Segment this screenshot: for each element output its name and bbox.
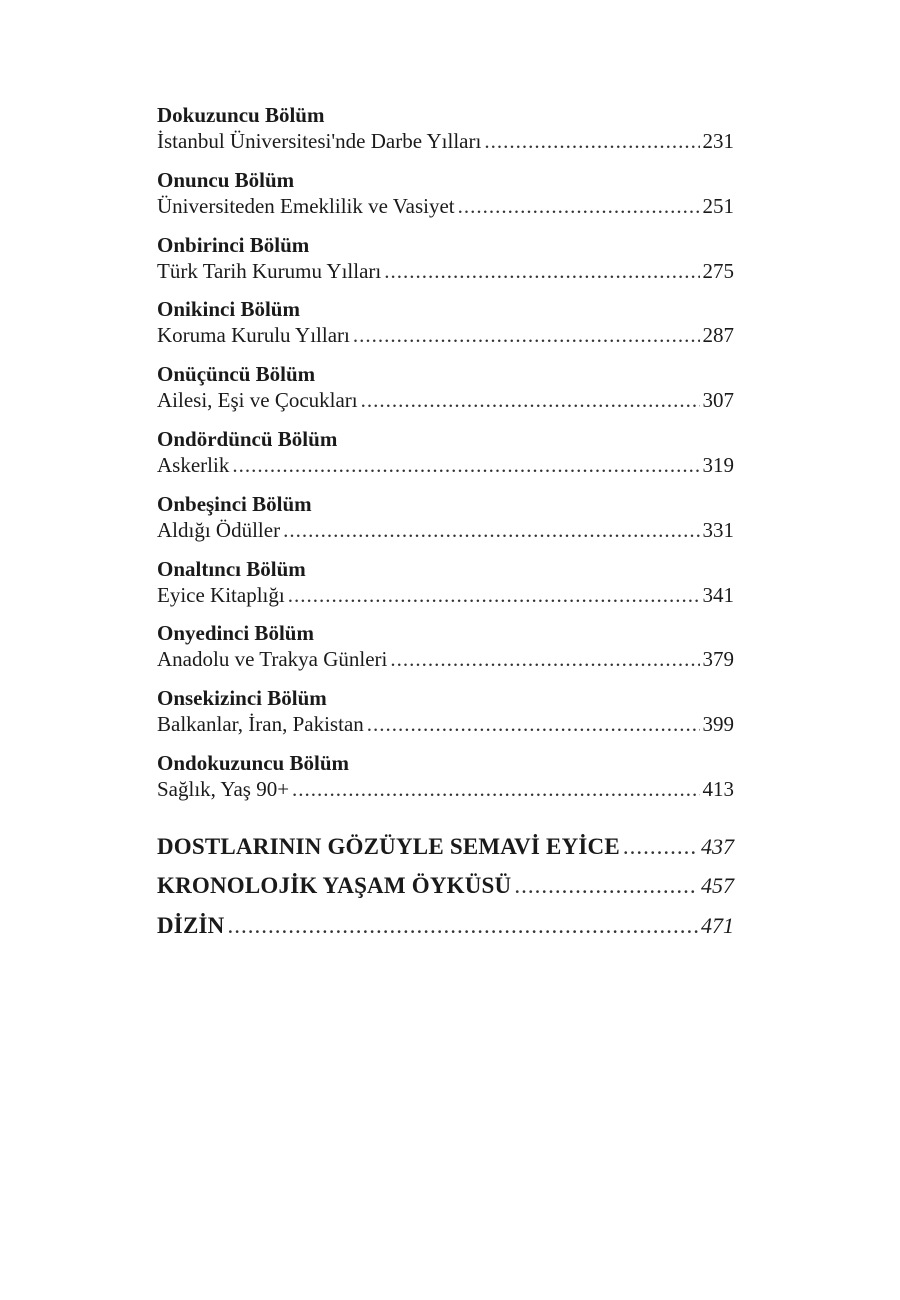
- toc-chapter-entry: [157, 297, 734, 362]
- page-number: 287: [702, 323, 734, 348]
- chapter-title: Koruma Kurulu Yılları: [157, 323, 350, 348]
- chapter-heading: Ondördüncü Bölüm: [157, 426, 338, 451]
- chapter-heading: Onikinci Bölüm: [157, 297, 300, 322]
- chapter-title: Aldığı Ödüller: [157, 517, 281, 542]
- dot-leader: [623, 834, 698, 860]
- chapter-title: Balkanlar, İran, Pakistan: [157, 712, 364, 737]
- chapter-title: Türk Tarih Kurumu Yılları: [157, 258, 382, 283]
- chapter-heading: Onuncu Bölüm: [157, 167, 295, 192]
- chapter-heading: Onüçüncü Bölüm: [157, 362, 316, 387]
- table-of-contents: [157, 103, 734, 952]
- dot-leader: [283, 517, 699, 543]
- toc-chapter-entry: [157, 557, 734, 622]
- dot-leader: [384, 258, 699, 284]
- toc-section-entry: [157, 873, 734, 913]
- main-sections: [157, 834, 734, 953]
- chapter-heading: Dokuzuncu Bölüm: [157, 103, 325, 127]
- chapter-heading: Onbeşinci Bölüm: [157, 491, 312, 516]
- toc-line: [157, 452, 734, 478]
- page-number: 319: [702, 452, 734, 477]
- page-number: 275: [702, 258, 734, 283]
- chapter-title: Eyice Kitaplığı: [157, 582, 285, 607]
- section-spacer: [157, 816, 734, 834]
- chapter-heading: Ondokuzuncu Bölüm: [157, 750, 349, 775]
- chapter-title: Üniversiteden Emeklilik ve Vasiyet: [157, 193, 455, 218]
- dot-leader: [361, 387, 700, 413]
- page-number: 399: [702, 712, 734, 737]
- page-number: 251: [702, 193, 734, 218]
- toc-section-entry: [157, 913, 734, 953]
- page-number: 457: [701, 873, 734, 899]
- dot-leader: [484, 128, 699, 154]
- toc-chapter-entry: [157, 362, 734, 427]
- dot-leader: [514, 873, 698, 899]
- chapter-heading: Onaltıncı Bölüm: [157, 556, 306, 581]
- page-number: 379: [702, 647, 734, 672]
- toc-section-entry: [157, 834, 734, 874]
- toc-line: [157, 258, 734, 284]
- dot-leader: [227, 913, 698, 939]
- section-title: DİZİN: [157, 912, 225, 938]
- chapter-heading: Onyedinci Bölüm: [157, 621, 314, 646]
- section-title: DOSTLARININ GÖZÜYLE SEMAVİ EYİCE: [157, 833, 620, 859]
- page-number: 437: [701, 833, 734, 859]
- page-number: 231: [702, 129, 734, 153]
- toc-line: [157, 646, 734, 672]
- toc-chapter-entry: [157, 168, 734, 233]
- chapter-title: Anadolu ve Trakya Günleri: [157, 647, 388, 672]
- chapter-heading: Onbirinci Bölüm: [157, 232, 310, 257]
- dot-leader: [288, 582, 700, 608]
- dot-leader: [367, 711, 700, 737]
- toc-chapter-entry: [157, 686, 734, 751]
- page-number: 341: [702, 582, 734, 607]
- section-title: KRONOLOJİK YAŞAM ÖYKÜSÜ: [157, 873, 512, 899]
- toc-line: [157, 776, 734, 802]
- toc-line: [157, 517, 734, 543]
- toc-line: [157, 711, 734, 737]
- dot-leader: [390, 646, 699, 672]
- chapter-title: Askerlik: [157, 452, 230, 477]
- toc-line: [157, 322, 734, 348]
- toc-line: [157, 193, 734, 219]
- dot-leader: [353, 322, 700, 348]
- chapter-list: [157, 103, 734, 816]
- toc-line: [157, 387, 734, 413]
- chapter-heading: Onsekizinci Bölüm: [157, 686, 327, 711]
- chapter-title: Ailesi, Eşi ve Çocukları: [157, 388, 358, 413]
- chapter-title: İstanbul Üniversitesi'nde Darbe Yılları: [157, 129, 482, 153]
- chapter-title: Sağlık, Yaş 90+: [157, 776, 290, 801]
- toc-line: [157, 128, 734, 154]
- toc-chapter-entry: [157, 427, 734, 492]
- page-number: 471: [701, 912, 734, 938]
- toc-chapter-entry: [157, 751, 734, 816]
- toc-line: [157, 582, 734, 608]
- toc-chapter-entry: [157, 233, 734, 298]
- dot-leader: [458, 193, 700, 219]
- toc-chapter-entry: [157, 621, 734, 686]
- page-number: 307: [702, 388, 734, 413]
- toc-chapter-entry: [157, 492, 734, 557]
- toc-chapter-entry: [157, 103, 734, 168]
- dot-leader: [232, 452, 699, 478]
- page-number: 413: [702, 776, 734, 801]
- page-number: 331: [702, 517, 734, 542]
- dot-leader: [292, 776, 699, 802]
